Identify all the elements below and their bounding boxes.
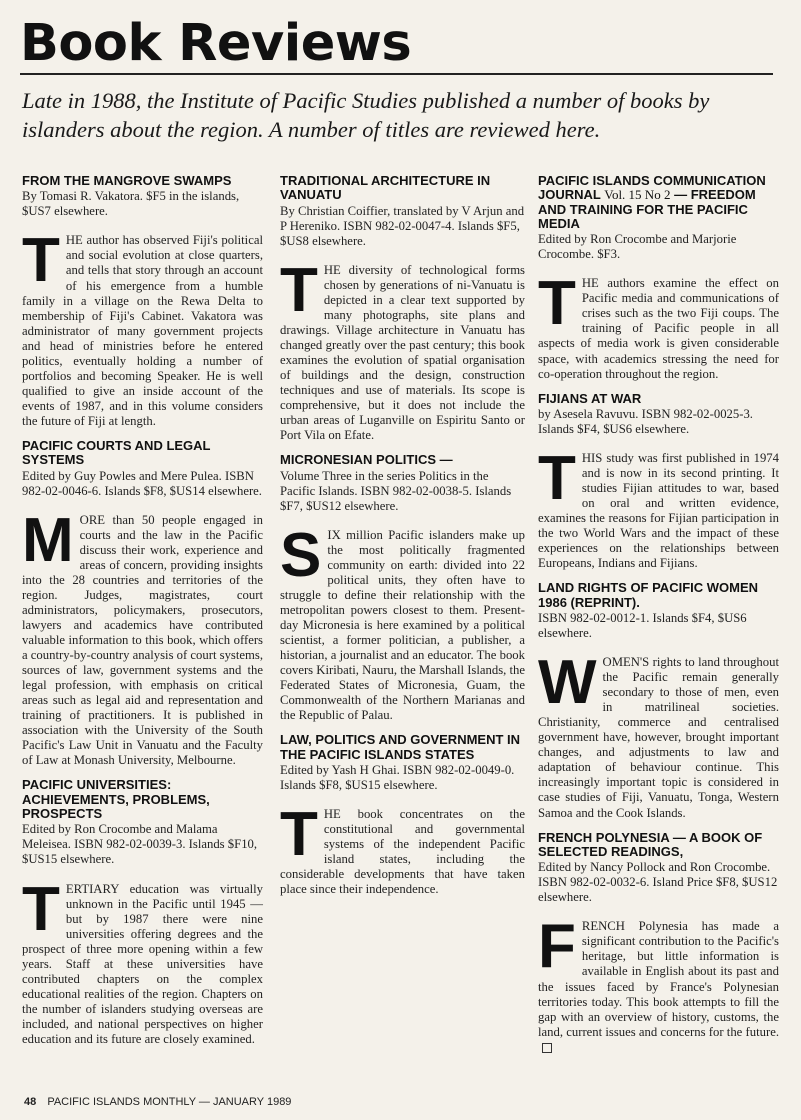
book-info: Edited by Ron Crocombe and Marjorie Crocombe. $F3. xyxy=(538,232,737,262)
review-micronesian-politics xyxy=(280,453,525,723)
review-text: RENCH Polynesia has made a significant contribution to the Pacific's heritage, but little information is available in English about its past and the issues faced by France's Polynesian territories today. This book attempts to fill the gap with an overview of history, customs, the land, current issues and concerns for the future. xyxy=(538,919,779,1039)
review-body xyxy=(538,912,779,1054)
review-text: HE authors examine the effect on Pacific media and communications of crises such as the two Fiji coups. The training of Pacific people in all aspects of media work is given considerable space, with academics stressing the need for co-operation throughout the region. xyxy=(538,276,779,381)
book-title: FROM THE MANGROVE SWAMPS xyxy=(22,173,232,188)
book-title xyxy=(538,174,779,231)
review-body xyxy=(280,520,525,724)
column-3 xyxy=(538,174,779,1065)
review-body xyxy=(538,444,779,571)
book-title: FIJIANS AT WAR xyxy=(538,390,642,406)
publication-line: PACIFIC ISLANDS MONTHLY — JANUARY 1989 xyxy=(47,1096,292,1108)
page-number: 48 xyxy=(24,1096,37,1108)
book-title-volume: Vol. 15 No 2 xyxy=(604,187,671,203)
book-info: By Tomasi R. Vakatora. $F5 in the islands, $US7 elsewhere. xyxy=(22,189,240,219)
book-title: PACIFIC UNIVERSITIES: ACHIEVEMENTS, PROBLEMS, PROSPECTS xyxy=(22,777,210,822)
book-info: ISBN 982-02-0012-1. Islands $F4, $US6 elsewhere. xyxy=(538,610,747,641)
review-pacific-universities xyxy=(22,778,263,1047)
review-fijians-at-war xyxy=(538,392,779,572)
review-communication-journal xyxy=(538,174,779,382)
drop-cap: S xyxy=(280,520,322,590)
review-text: HE author has observed Fiji's political and social evolution at close quarters, and tells that story through an account of his emergence from a humble family in a village on the Rewa Delta to membership of Fiji's Cabinet. Vakatora was administrator of many government projects and head of ministries before he entered politics, eventually holding a number of portfolios and becoming Speaker. He is well qualified to give an inside account of the events of 1987, and in this volume considers the future of Fiji at length. xyxy=(22,233,263,428)
review-body xyxy=(22,505,264,769)
book-title: PACIFIC COURTS AND LEGAL SYSTEMS xyxy=(22,438,211,468)
drop-cap: F xyxy=(538,912,576,982)
drop-cap: T xyxy=(538,269,576,339)
book-title-main: PACIFIC ISLANDS COMMUNICATION JOURNAL xyxy=(538,173,766,203)
review-mangrove-swamps xyxy=(22,174,263,429)
book-title: FRENCH POLYNESIA — A BOOK OF SELECTED READINGS, xyxy=(538,829,763,859)
book-title: LAW, POLITICS AND GOVERNMENT IN THE PACIFIC ISLANDS STATES xyxy=(280,732,521,762)
drop-cap: M xyxy=(22,505,74,575)
book-title: LAND RIGHTS OF PACIFIC WOMEN 1986 (REPRINT). xyxy=(538,580,759,610)
review-pacific-courts xyxy=(22,439,263,768)
column-1 xyxy=(22,174,263,1057)
column-2 xyxy=(280,174,525,907)
intro-text: Late in 1988, the Institute of Pacific Studies published a number of books by islanders about the region. A number of titles are reviewed here. xyxy=(22,88,710,142)
drop-cap: T xyxy=(280,255,318,325)
book-title: MICRONESIAN POLITICS — xyxy=(280,452,453,468)
book-info: By Christian Coiffier, translated by V Arjun and P Hereniko. ISBN 982-02-0047-4. Islands $F5, $US8 elsewhere. xyxy=(280,203,525,248)
review-body xyxy=(280,800,525,897)
review-text: ORE than 50 people engaged in courts and the law in the Pacific discuss their work, experience and areas of concern, providing insights into the 28 countries and territories of the region. Judges, magistrates, court administrators, policymakers, prosecutors, lawyers and academics have contributed valuable information to this book, which offers a country-by-country analysis of court systems, sources of law, government systems and the legal profession, with emphasis on critical areas such as legal aid and representation and training of practitioners. It is published in association with the University of the South Pacific's Law Unit in Vanuatu and the Faculty of Law at Monash University, Melbourne. xyxy=(22,512,264,768)
book-info: Edited by Guy Powles and Mere Pulea. ISBN 982-02-0046-6. Islands $F8, $US14 elsewhere. xyxy=(22,468,262,498)
page-footer xyxy=(24,1096,291,1108)
review-text: HE diversity of technological forms chosen by generations of ni-Vanuatu is depicted in a clear text supported by many photographs, site plans and drawings. Village architecture in Vanuatu has changed greatly over the past century; this book examines the evolution of spatial organisation of buildings and the design, construction techniques and use of materials. Its scope is comprehensive, but it does not include the urban areas of Luganville on Espiritu Santo or Port Vila on Efate. xyxy=(280,262,525,443)
page-title: Book Reviews xyxy=(20,14,412,73)
drop-cap: T xyxy=(280,800,318,870)
drop-cap: T xyxy=(22,874,60,944)
review-text: ERTIARY education was virtually unknown in the Pacific until 1945 — but by 1987 there were nine universities offering degrees and the prospect of three more opening within a few years. Staff at these universities have contributed chapters on the complex educational realities of the region. Chapters on the number of islanders studying overseas are included, and national perspectives on higher education and its future are closely examined. xyxy=(22,881,263,1046)
book-title-tail: — FREEDOM AND TRAINING FOR THE PACIFIC MEDIA xyxy=(538,187,756,231)
review-body xyxy=(538,269,779,381)
drop-cap: T xyxy=(22,226,60,296)
book-info: Edited by Yash H Ghai. ISBN 982-02-0049-0. Islands $F8, $US15 elsewhere. xyxy=(280,762,515,792)
review-text: IX million Pacific islanders make up the most politically fragmented community on earth: divided into 22 political units, they often have to struggle to define their relationship with the metropolitan powers closest to them. Present-day Micronesia is here examined by a political scientist, a former politician, a publisher, a historian, a journalist and an educator. The book covers Kiribati, Nauru, the Marshall Islands, the Federated States of Micronesia, Guam, the Commonwealth of the Northern Marianas and the Republic of Palau. xyxy=(280,527,525,723)
review-body xyxy=(22,874,263,1048)
title-rule xyxy=(20,73,773,75)
book-title: TRADITIONAL ARCHITECTURE IN VANUATU xyxy=(280,173,491,203)
review-text: OMEN'S rights to land throughout the Pacific remain generally secondary to those of men, even in matrilineal societies. Christianity, commerce and centralised government have, however, brought important changes, and adjustments to law and adaptation of behaviour continue. This increasingly important topic is considered in case studies of Fiji, Vanuatu, Tonga, Western Samoa and the Cook Islands. xyxy=(538,655,779,820)
book-info: by Asesela Ravuvu. ISBN 982-02-0025-3. Islands $F4, $US6 elsewhere. xyxy=(538,406,753,436)
drop-cap: W xyxy=(538,648,597,718)
review-text: HIS study was first published in 1974 and is now in its second printing. It studies Fijian attitudes to war, based on oral and written evidence, examines the reasons for Fijian participation in the two World Wars and the impact of these experiences on the relationships between Europeans, Indians and Fijians. xyxy=(538,451,779,571)
book-info: Edited by Ron Crocombe and Malama Meleisea. ISBN 982-02-0039-3. Islands $F10, $US15 elsewhere. xyxy=(22,822,258,867)
book-info: Volume Three in the series Politics in the Pacific Islands. ISBN 982-02-0038-5. Islands $F7, $US12 elsewhere. xyxy=(280,468,512,513)
review-text: HE book concentrates on the constitutional and governmental systems of the independent Pacific island states, including the considerable developments that have taken place since their independence. xyxy=(280,807,525,897)
review-french-polynesia xyxy=(538,831,779,1055)
review-body xyxy=(280,255,525,444)
drop-cap: T xyxy=(538,444,576,513)
book-info: Edited by Nancy Pollock and Ron Crocombe. ISBN 982-02-0032-6. Island Price $F8, $US12 elsewhere. xyxy=(538,860,778,905)
end-of-article-mark xyxy=(542,1043,552,1053)
review-traditional-architecture xyxy=(280,174,525,443)
review-body xyxy=(538,648,779,821)
review-body xyxy=(22,226,263,429)
review-law-politics-government xyxy=(280,733,525,897)
review-land-rights xyxy=(538,581,779,820)
